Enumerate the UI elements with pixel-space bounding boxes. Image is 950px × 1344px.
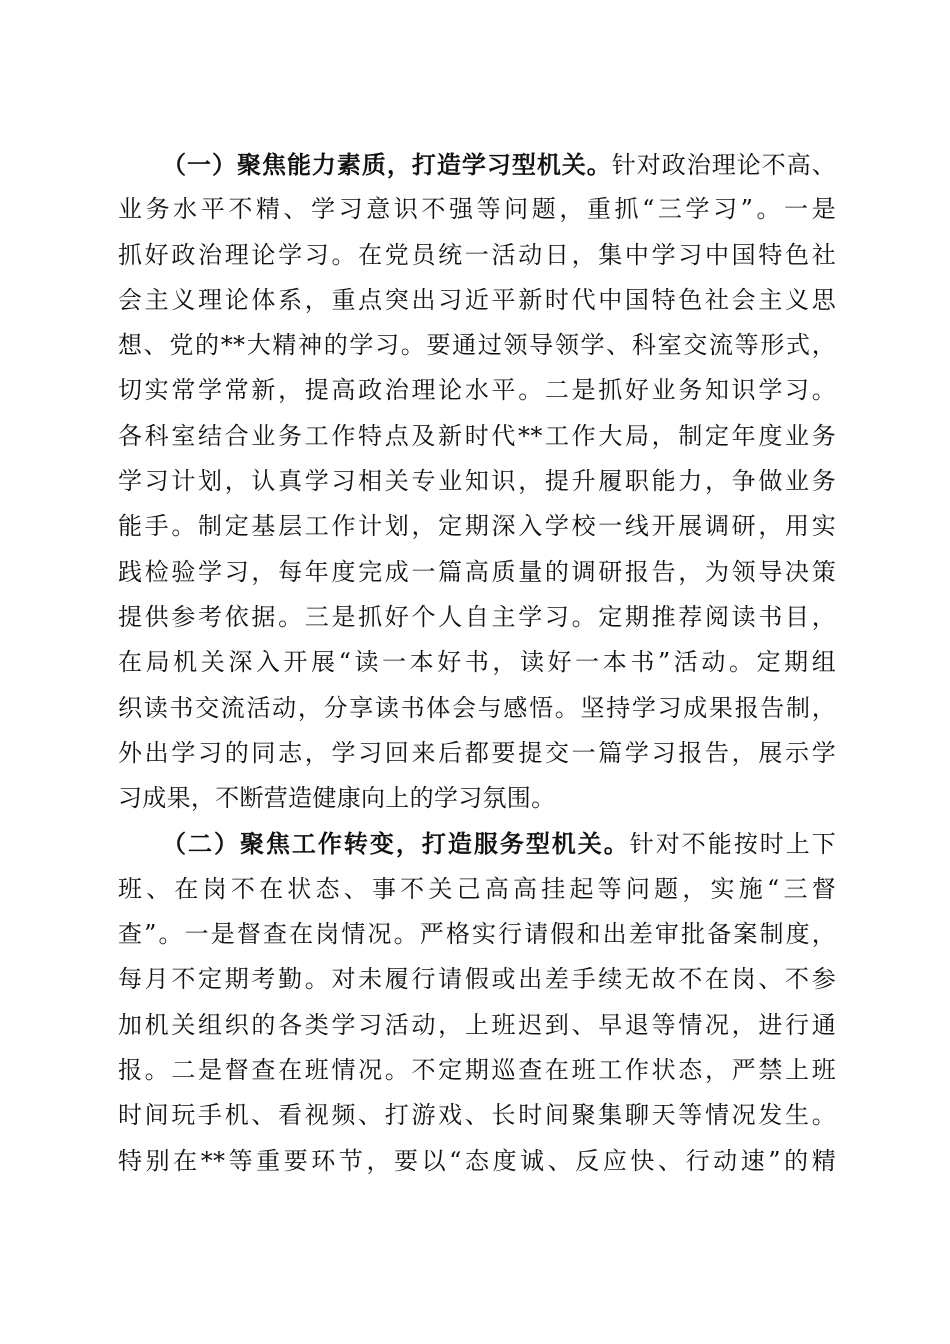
paragraph-2 <box>118 821 836 1183</box>
text-line <box>118 142 836 187</box>
section-heading-2: （二）聚焦工作转变，打造服务型机关。 <box>162 829 630 859</box>
text-line: 特别在**等重要环节，要以“态度诚、反应快、行动速”的精 <box>118 1146 836 1175</box>
section-heading-1: （一）聚焦能力素质，打造学习型机关。 <box>162 150 612 179</box>
paragraph-1 <box>118 142 836 821</box>
text-line: 织读书交流活动，分享读书体会与感悟。坚持学习成果报告制， <box>118 693 836 722</box>
text-line: 班、在岗不在状态、事不关己高高挂起等问题，实施“三督 <box>118 874 836 903</box>
text-line: 切实常学常新，提高政治理论水平。二是抓好业务知识学习。 <box>118 376 836 405</box>
text-line: 习成果，不断营造健康向上的学习氛围。 <box>118 784 556 813</box>
text-line: 业务水平不精、学习意识不强等问题，重抓“三学习”。一是 <box>118 195 836 224</box>
text-line: 学习计划，认真学习相关专业知识，提升履职能力，争做业务 <box>118 467 836 496</box>
text-line: 会主义理论体系，重点突出习近平新时代中国特色社会主义思 <box>118 285 836 314</box>
text-line <box>118 821 836 866</box>
text-line: 能手。制定基层工作计划，定期深入学校一线开展调研，用实 <box>118 512 836 541</box>
text-line: 抓好政治理论学习。在党员统一活动日，集中学习中国特色社 <box>118 240 836 269</box>
text-line: 加机关组织的各类学习活动，上班迟到、早退等情况，进行通 <box>118 1010 836 1039</box>
line-text: 针对政治理论不高、 <box>611 151 836 179</box>
text-line: 查”。一是督查在岗情况。严格实行请假和出差审批备案制度， <box>118 920 836 949</box>
document-body <box>118 142 836 1184</box>
text-line: 时间玩手机、看视频、打游戏、长时间聚集聊天等情况发生。 <box>118 1101 836 1130</box>
text-line: 外出学习的同志，学习回来后都要提交一篇学习报告，展示学 <box>118 738 836 767</box>
text-line: 践检验学习，每年度完成一篇高质量的调研报告，为领导决策 <box>118 557 836 586</box>
text-line: 提供参考依据。三是抓好个人自主学习。定期推荐阅读书目， <box>118 602 836 631</box>
text-line: 在局机关深入开展“读一本好书，读好一本书”活动。定期组 <box>118 648 836 677</box>
text-line: 想、党的**大精神的学习。要通过领导领学、科室交流等形式， <box>118 331 836 360</box>
text-line: 报。二是督查在班情况。不定期巡查在班工作状态，严禁上班 <box>118 1055 836 1084</box>
line-text: 针对不能按时上下 <box>629 830 836 859</box>
text-line: 每月不定期考勤。对未履行请假或出差手续无故不在岗、不参 <box>118 965 836 994</box>
text-line: 各科室结合业务工作特点及新时代**工作大局，制定年度业务 <box>118 421 836 450</box>
